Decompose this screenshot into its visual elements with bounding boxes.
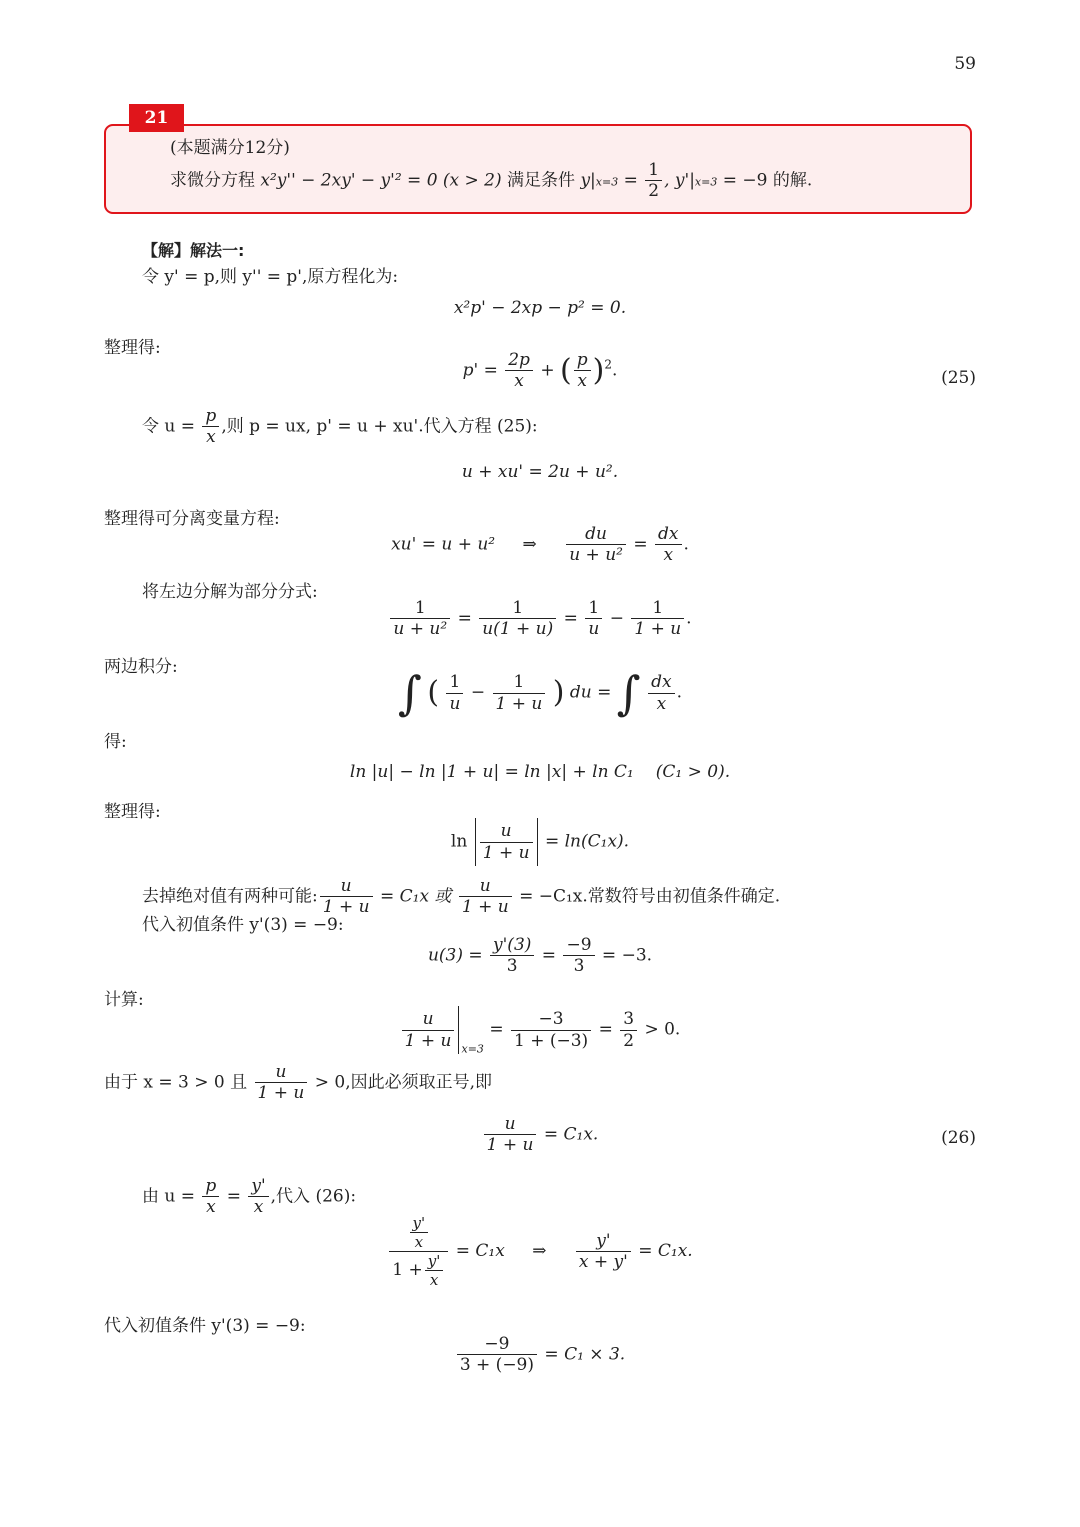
equation-4: xu' = u + u² ⇒ $\frac{du}{\text{u + u²}}$ = $\frac{dx}{x}$ . — [391, 524, 689, 566]
equation-12: $\frac{y'}{x}$ 1 + $\frac{y'}{x}$ = C₁x ⇒ $\frac{y'}{x + y'}$ = C₁x. — [0, 1214, 1080, 1289]
equation-2: p' = $\frac{2p}{x}$ + ( $\frac{p}{x}$ )$^2$. — [462, 350, 618, 392]
equation-11: $\frac{u}{1 + u}$ = C₁x. — [0, 1114, 1080, 1156]
equation-8: ln $\frac{u}{1 + u}$ = ln(C₁x). — [0, 818, 1080, 866]
label-partial-fractions: 将左边分解为部分分式: — [142, 582, 318, 602]
absolute-value-line: 去掉绝对值有两种可能: $\frac{u}{1 + u}$ = C₁x 或 $\frac{u}{1 + u}$ = −C₁x.常数符号由初值条件确定. — [142, 876, 781, 918]
equation-5: $\frac{1}{\text{u + u²}}$ = $\frac{1}{u(1 + u)}$ = $\frac{1}{u}$ − $\frac{1}{1 + u}$ . — [0, 598, 1080, 640]
equation-number-25: (25) — [941, 368, 976, 388]
equation-7: ln |u| − ln |1 + u| = ln |x| + ln C₁ (C₁ > 0). — [349, 762, 731, 782]
condition-fraction: $\frac{1}{2}$ — [645, 160, 662, 202]
label-arrange-2: 整理得: — [104, 802, 161, 822]
initial-condition-line-1: 代入初值条件 y'(3) = −9: — [142, 915, 344, 935]
sign-determination-line: 由于 x = 3 > 0 且 $\frac{u}{1 + u}$ > 0,因此必须取正号,即 — [104, 1062, 493, 1104]
problem-number-tag: 21 — [129, 104, 184, 132]
label-arrange-1: 整理得: — [104, 338, 161, 358]
problem-statement: 求微分方程 x²y'' − 2xy' − y'² = 0 (x > 2) 满足条件 y|x=3 = $\frac{1}{2}$ , y'|x=3 = −9 的解. — [170, 160, 813, 202]
back-substitution-line: 由 u = $\frac{p}{x}$ = $\frac{y'}{x}$ ,代入 (26): — [142, 1176, 357, 1218]
equation-number-26: (26) — [941, 1128, 976, 1148]
equation-10: $\frac{u}{1 + u}$ $_{x=3}$ = $\frac{-3}{1 + (-3)}$ = $\frac{3}{2}$ > 0. — [0, 1006, 1080, 1056]
equation-6: ∫ ( $\frac{1}{u}$ − $\frac{1}{1 + u}$ ) du = ∫ $\frac{dx}{x}$ . — [397, 666, 683, 720]
equation-1: x²p' − 2xp − p² = 0. — [453, 298, 627, 318]
equation-9: u(3) = $\frac{y'(3)}{3}$ = $\frac{-9}{3}$ = −3. — [427, 935, 653, 977]
substitution-line: 令 u = $\frac{p}{x}$ ,则 p = ux, p' = u + xu'.代入方程 (25): — [142, 406, 538, 448]
label-integrate: 两边积分: — [104, 657, 178, 677]
equation-3: u + xu' = 2u + u². — [461, 462, 619, 482]
label-compute: 计算: — [104, 990, 144, 1010]
solution-heading: 【解】解法一: — [142, 241, 245, 260]
problem-score: (本题满分12分) — [170, 138, 290, 158]
equation-13: $\frac{-9}{3 + (-9)}$ = C₁ × 3. — [0, 1334, 1080, 1376]
label-get: 得: — [104, 732, 127, 752]
initial-condition-line-2: 代入初值条件 y'(3) = −9: — [104, 1316, 306, 1336]
page-number: 59 — [954, 54, 976, 74]
label-separable: 整理得可分离变量方程: — [104, 509, 280, 529]
solution-line-1: 令 y' = p,则 y'' = p',原方程化为: — [142, 267, 399, 287]
